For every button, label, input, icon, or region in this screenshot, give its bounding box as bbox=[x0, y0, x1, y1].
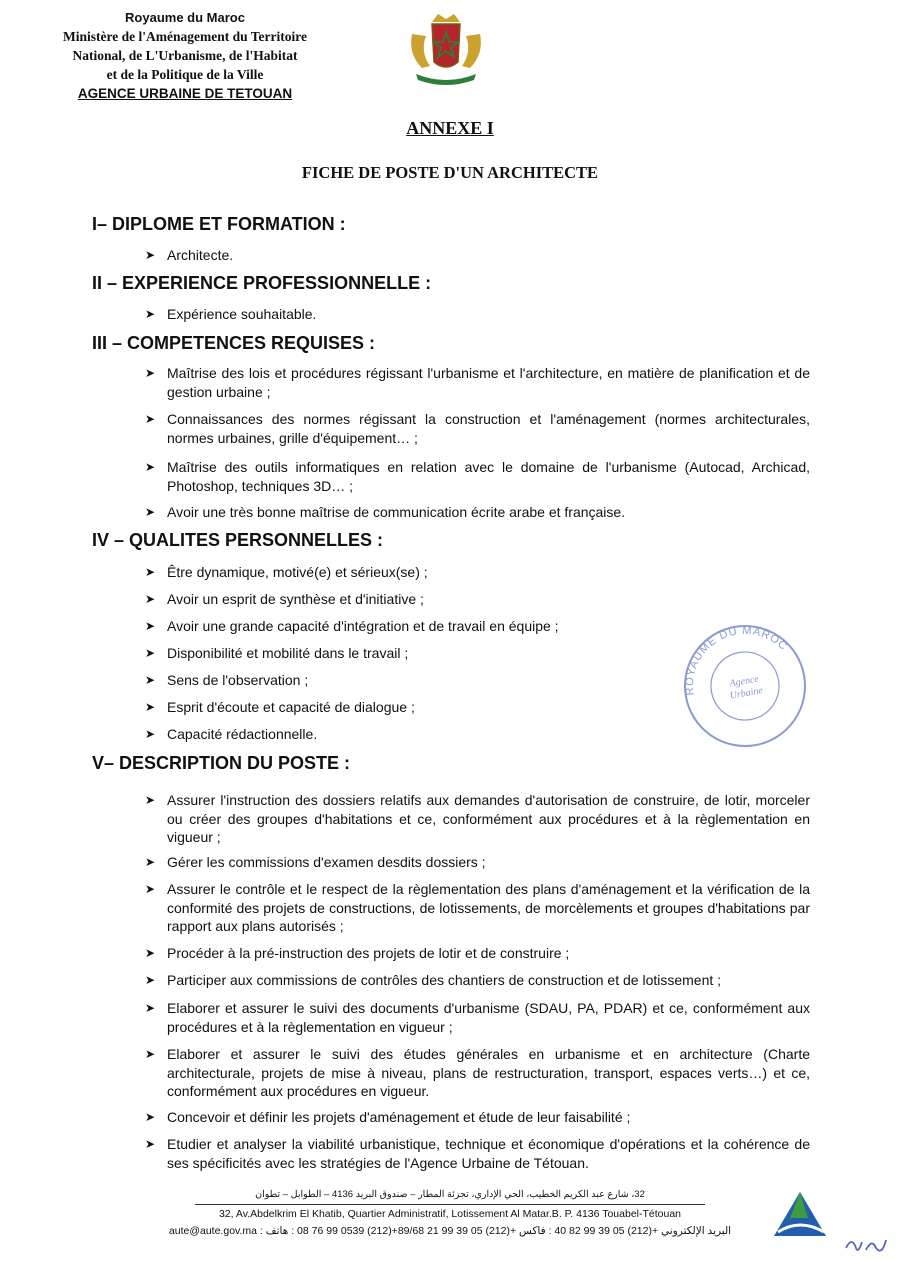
arrow-bullet-icon: ➤ bbox=[145, 248, 156, 262]
arrow-bullet-icon: ➤ bbox=[145, 1110, 156, 1124]
header-ministry-3: et de la Politique de la Ville bbox=[106, 67, 264, 82]
header-ministry-2: National, de L'Urbanisme, de l'Habitat bbox=[72, 48, 298, 63]
list-item: ➤ Maîtrise des lois et procédures régissant l'urbanisme et l'architecture, en matière de planification et de gestion urbaine ; bbox=[145, 365, 810, 400]
annex-title: ANNEXE I bbox=[406, 118, 494, 138]
arrow-bullet-icon: ➤ bbox=[145, 1137, 156, 1151]
list-item: ➤ Connaissances des normes régissant la construction et l'aménagement (normes architecturales, normes urbaines, grille d'équipement… ; bbox=[145, 411, 810, 446]
list-item: ➤ Elaborer et assurer le suivi des documents d'urbanisme (SDAU, PA, PDAR) et ce, conformément aux procédures et à la règlementation en vigueur ; bbox=[145, 1000, 810, 1035]
list-item: ➤ Assurer l'instruction des dossiers relatifs aux demandes d'autorisation de construire, de lotir, morceler ou créer des groupes d'habitations et ce, conformément aux procédures et à la règlementation en vigueur ; bbox=[145, 792, 810, 845]
arrow-bullet-icon: ➤ bbox=[145, 307, 156, 321]
agency-logo-icon bbox=[768, 1188, 832, 1240]
arrow-bullet-icon: ➤ bbox=[145, 793, 156, 807]
list-item: ➤ Concevoir et définir les projets d'aménagement et étude de leur faisabilité ; bbox=[145, 1109, 631, 1125]
arrow-bullet-icon: ➤ bbox=[145, 646, 156, 660]
list-item: ➤ Gérer les commissions d'examen desdits dossiers ; bbox=[145, 854, 486, 870]
list-item: ➤ Avoir un esprit de synthèse et d'initiative ; bbox=[145, 591, 424, 607]
section-heading-experience: II – EXPERIENCE PROFESSIONNELLE : bbox=[92, 273, 432, 293]
arrow-bullet-icon: ➤ bbox=[145, 973, 156, 987]
list-item: ➤ Disponibilité et mobilité dans le travail ; bbox=[145, 645, 409, 661]
list-item: ➤ Maîtrise des outils informatiques en relation avec le domaine de l'urbanisme (Autocad, Archicad, Photoshop, techniques 3D… ; bbox=[145, 459, 810, 494]
arrow-bullet-icon: ➤ bbox=[145, 505, 156, 519]
section-heading-diplome: I– DIPLOME ET FORMATION : bbox=[92, 214, 346, 234]
svg-text:ROYAUME DU MAROC: ROYAUME DU MAROC bbox=[683, 624, 790, 696]
arrow-bullet-icon: ➤ bbox=[145, 673, 156, 687]
list-item: ➤ Participer aux commissions de contrôles des chantiers de construction et de lotissement ; bbox=[145, 972, 722, 988]
list-item: ➤ Avoir une très bonne maîtrise de communication écrite arabe et française. bbox=[145, 504, 626, 520]
section-heading-competences: III – COMPETENCES REQUISES : bbox=[92, 333, 376, 353]
list-item: ➤ Procéder à la pré-instruction des projets de lotir et de construire ; bbox=[145, 945, 570, 961]
list-item: ➤ Sens de l'observation ; bbox=[145, 672, 309, 688]
arrow-bullet-icon: ➤ bbox=[145, 619, 156, 633]
svg-text:Agence: Agence bbox=[728, 673, 760, 690]
section-heading-description: V– DESCRIPTION DU POSTE : bbox=[92, 753, 351, 773]
list-item: ➤ Esprit d'écoute et capacité de dialogue ; bbox=[145, 699, 415, 715]
arrow-bullet-icon: ➤ bbox=[145, 1047, 156, 1061]
arrow-bullet-icon: ➤ bbox=[145, 460, 156, 474]
section-heading-qualites: IV – QUALITES PERSONNELLES : bbox=[92, 530, 384, 550]
arrow-bullet-icon: ➤ bbox=[145, 366, 156, 380]
arrow-bullet-icon: ➤ bbox=[145, 592, 156, 606]
arrow-bullet-icon: ➤ bbox=[145, 882, 156, 896]
arrow-bullet-icon: ➤ bbox=[145, 946, 156, 960]
header-ministry-1: Ministère de l'Aménagement du Territoire bbox=[63, 29, 307, 44]
coat-of-arms-icon bbox=[402, 10, 490, 88]
list-item: ➤ Elaborer et assurer le suivi des études générales en urbanisme et en architecture (Charte architecturale, projets de mise à niveau, plans de restructuration, transport, espaces verts…) et ce, conformément aux procédures en vigueur. bbox=[145, 1046, 810, 1099]
arrow-bullet-icon: ➤ bbox=[145, 565, 156, 579]
document-title: FICHE DE POSTE D'UN ARCHITECTE bbox=[301, 163, 599, 182]
svg-text:Urbaine: Urbaine bbox=[728, 685, 764, 702]
list-item: ➤ Assurer le contrôle et le respect de la règlementation des plans d'aménagement et la vérification de la conformité des projets de constructions, de lotissements, de morcèlements et groupes d'habitations par rapport aux plans autorisés ; bbox=[145, 881, 810, 934]
list-item: ➤ Être dynamique, motivé(e) et sérieux(se) ; bbox=[145, 564, 428, 580]
arrow-bullet-icon: ➤ bbox=[145, 727, 156, 741]
arrow-bullet-icon: ➤ bbox=[145, 1001, 156, 1015]
ministry-header bbox=[50, 8, 320, 103]
footer-arabic-address: 32، شارع عبد الكريم الخطيب، الحي الإداري، تجزئة المطار – صندوق البريد 4136 – الطوابل – تطوان bbox=[255, 1189, 645, 1200]
arrow-bullet-icon: ➤ bbox=[145, 855, 156, 869]
list-item: ➤ Avoir une grande capacité d'intégration et de travail en équipe ; bbox=[145, 618, 559, 634]
arrow-bullet-icon: ➤ bbox=[145, 700, 156, 714]
footer-contact: aute@aute.gov.ma : البريد الإلكتروني +(212) 05 39 99 82 40 : فاكس +(212) 05 39 99 21 89/68+(212) 0539 99 76 08 : هاتف bbox=[168, 1225, 732, 1237]
handwritten-initials-icon bbox=[842, 1230, 892, 1258]
footer-divider bbox=[195, 1204, 705, 1205]
header-kingdom: Royaume du Maroc bbox=[125, 10, 245, 25]
list-item: ➤ Capacité rédactionnelle. bbox=[145, 726, 318, 742]
header-agency: AGENCE URBAINE DE TETOUAN bbox=[77, 86, 293, 101]
list-item: ➤ Expérience souhaitable. bbox=[145, 306, 317, 322]
list-item: ➤ Architecte. bbox=[145, 247, 234, 263]
list-item: ➤ Etudier et analyser la viabilité urbanistique, technique et économique d'opérations et la cohérence de ses spécificités avec les stratégies de l'Agence Urbaine de Tétouan. bbox=[145, 1136, 810, 1171]
arrow-bullet-icon: ➤ bbox=[145, 412, 156, 426]
footer-address: 32, Av.Abdelkrim El Khatib, Quartier Administratif, Lotissement Al Matar.B. P. 4136 Touabel-Tétouan bbox=[218, 1208, 682, 1220]
official-stamp-icon bbox=[676, 622, 814, 750]
